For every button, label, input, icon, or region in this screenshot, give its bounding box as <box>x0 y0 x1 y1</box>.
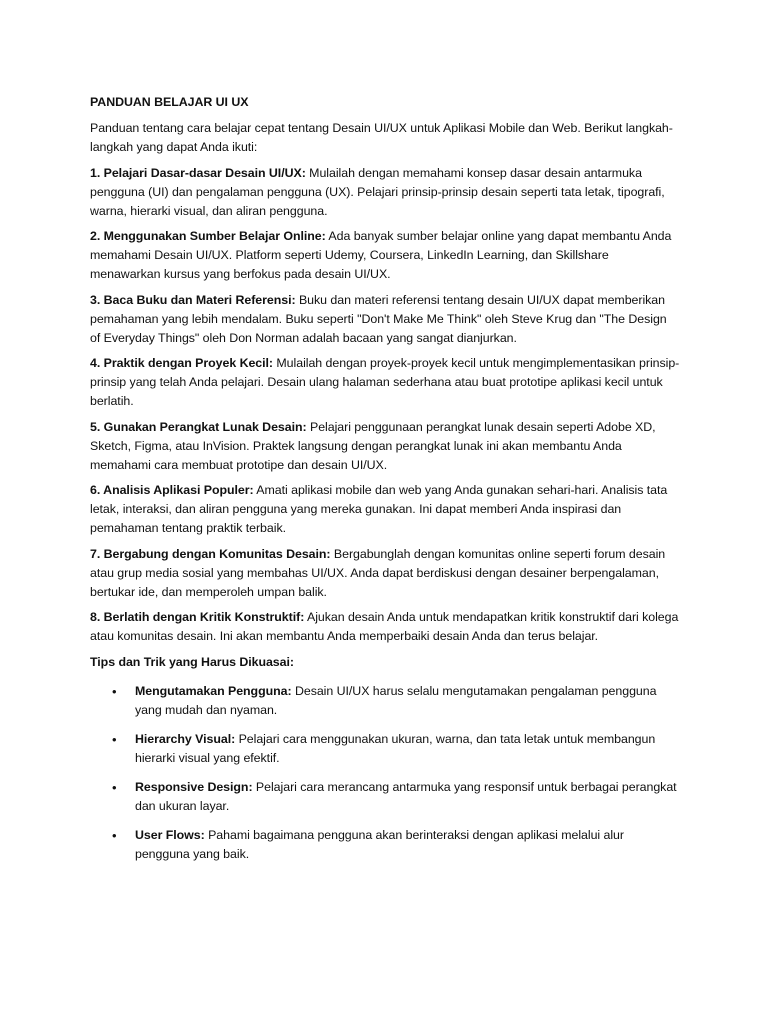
tips-list <box>90 682 680 864</box>
intro-paragraph: Panduan tentang cara belajar cepat tentang Desain UI/UX untuk Aplikasi Mobile dan Web. Berikut langkah-langkah yang dapat Anda ikuti: <box>90 121 673 154</box>
step-text: Bergabunglah dengan komunitas online seperti forum desain atau grup media sosial yang membahas UI/UX. Anda dapat berdiskusi dengan desainer berpengalaman, bertukar ide, dan memperoleh umpan balik. <box>90 546 666 599</box>
step-text: Buku dan materi referensi tentang desain UI/UX dapat memberikan pemahaman yang lebih mendalam. Buku seperti "Don't Make Me Think" oleh Steve Krug dan "The Design of Everyday Things" oleh Don Norman adalah bacaan yang sangat dianjurkan. <box>90 292 667 345</box>
step-item <box>90 418 680 475</box>
step-text: Pelajari penggunaan perangkat lunak desain seperti Adobe XD, Sketch, Figma, atau InVision. Praktek langsung dengan perangkat lunak ini akan membantu Anda memahami cara membuat prototipe dan desain UI/UX. <box>90 419 656 472</box>
step-heading: 3. Baca Buku dan Materi Referensi: <box>90 292 296 307</box>
document-title: PANDUAN BELAJAR UI UX <box>90 95 249 109</box>
step-item <box>90 291 680 348</box>
step-heading: 1. Pelajari Dasar-dasar Desain UI/UX: <box>90 165 306 180</box>
bullet-icon: • <box>112 779 117 795</box>
tip-heading: Responsive Design: <box>135 779 253 794</box>
step-text: Amati aplikasi mobile dan web yang Anda gunakan sehari-hari. Analisis tata letak, interaksi, dan aliran pengguna yang mereka gunakan. Ini dapat memberi Anda inspirasi dan pemahaman tentang praktik terbaik. <box>90 483 668 535</box>
list-item <box>90 682 680 720</box>
step-text: Mulailah dengan memahami konsep dasar desain antarmuka pengguna (UI) dan pengalaman pengguna (UX). Pelajari prinsip-prinsip desain seperti tata letak, tipografi, warna, hierarki visual, dan aliran pengguna. <box>90 165 665 218</box>
step-item <box>90 545 680 602</box>
tip-heading: Mengutamakan Pengguna: <box>135 683 292 698</box>
step-heading: 4. Praktik dengan Proyek Kecil: <box>90 356 274 370</box>
list-item <box>90 778 680 816</box>
list-item <box>90 730 680 768</box>
step-heading: 6. Analisis Aplikasi Populer: <box>90 483 254 497</box>
bullet-icon: • <box>112 827 117 843</box>
step-text: Ada banyak sumber belajar online yang dapat membantu Anda memahami Desain UI/UX. Platform seperti Udemy, Coursera, LinkedIn Learning, dan Skillshare menawarkan kursus yang berfokus pada desain UI/UX. <box>90 229 672 281</box>
step-heading: 2. Menggunakan Sumber Belajar Online: <box>90 229 326 243</box>
document-page <box>90 93 680 874</box>
tips-heading: Tips dan Trik yang Harus Dikuasai: <box>90 654 294 669</box>
step-heading: 8. Berlatih dengan Kritik Konstruktif: <box>90 610 305 624</box>
step-heading: 7. Bergabung dengan Komunitas Desain: <box>90 546 331 561</box>
bullet-icon: • <box>112 683 117 699</box>
step-text: Ajukan desain Anda untuk mendapatkan kritik konstruktif dari kolega atau komunitas desain. Ini akan membantu Anda memperbaiki desain Anda dan terus belajar. <box>90 610 679 643</box>
step-item <box>90 227 680 284</box>
step-item <box>90 354 680 411</box>
tip-heading: User Flows: <box>135 827 205 842</box>
list-item <box>90 826 680 864</box>
step-text: Mulailah dengan proyek-proyek kecil untuk mengimplementasikan prinsip-prinsip yang telah Anda pelajari. Desain ulang halaman sederhana atau buat prototipe aplikasi kecil untuk berlatih. <box>90 356 680 408</box>
tip-text: Pahami bagaimana pengguna akan berinteraksi dengan aplikasi melalui alur pengguna yang baik. <box>135 827 624 861</box>
tip-text: Pelajari cara menggunakan ukuran, warna, dan tata letak untuk membangun hierarki visual yang efektif. <box>135 731 656 765</box>
step-item <box>90 608 680 646</box>
step-item <box>90 164 680 221</box>
step-item <box>90 481 680 538</box>
tip-heading: Hierarchy Visual: <box>135 731 236 746</box>
step-heading: 5. Gunakan Perangkat Lunak Desain: <box>90 419 307 434</box>
tip-text: Pelajari cara merancang antarmuka yang responsif untuk berbagai perangkat dan ukuran layar. <box>135 779 677 813</box>
tip-text: Desain UI/UX harus selalu mengutamakan pengalaman pengguna yang mudah dan nyaman. <box>135 683 657 717</box>
bullet-icon: • <box>112 731 117 747</box>
